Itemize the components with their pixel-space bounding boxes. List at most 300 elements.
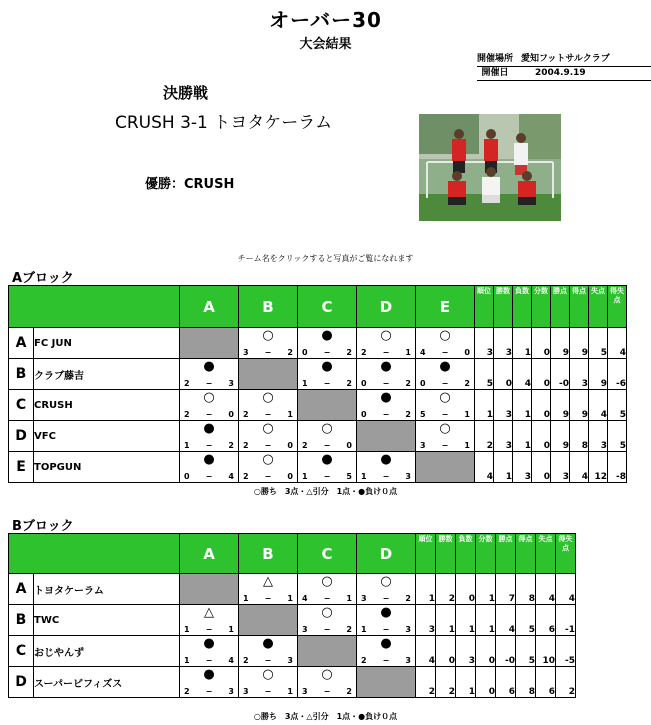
score-left: 3: [302, 625, 308, 634]
result-symbol: ●: [321, 359, 333, 374]
column-header: C: [298, 286, 357, 328]
result-symbol: ○: [321, 421, 333, 436]
score-left: 3: [243, 687, 249, 696]
match-score: [302, 594, 352, 603]
team-name-link[interactable]: CRUSH: [34, 390, 180, 421]
match-score: [361, 472, 411, 481]
score-dash: −: [441, 348, 449, 357]
stat-goals-for: 8: [516, 574, 536, 605]
match-result-cell: [298, 452, 357, 483]
team-row: [9, 636, 576, 667]
final-score: CRUSH 3-1 トヨタケーラム: [115, 113, 333, 133]
diagonal-cell: [180, 328, 239, 359]
stat-goals-against: 9: [589, 359, 608, 390]
match-result-cell: [239, 328, 298, 359]
match-score: [184, 625, 234, 634]
score-dash: −: [323, 379, 331, 388]
column-header: D: [357, 534, 416, 574]
stat-goals-for: 5: [516, 636, 536, 667]
stat-rank: 2: [416, 667, 436, 698]
row-letter: B: [9, 605, 34, 636]
score-right: 0: [464, 348, 470, 357]
stat-goals-against: 6: [536, 605, 556, 636]
score-left: 3: [420, 441, 426, 450]
score-right: 3: [405, 656, 411, 665]
stat-wins: 1: [494, 452, 513, 483]
score-left: 0: [302, 348, 308, 357]
score-dash: −: [323, 594, 331, 603]
venue-row: [477, 52, 651, 67]
stat-wins: 3: [494, 390, 513, 421]
score-right: 1: [346, 594, 352, 603]
score-right: 1: [405, 348, 411, 357]
team-row: [9, 452, 627, 483]
row-letter: B: [9, 359, 34, 390]
stat-rank: 5: [475, 359, 494, 390]
score-left: 1: [184, 441, 190, 450]
score-right: 2: [346, 687, 352, 696]
team-row: [9, 667, 576, 698]
result-symbol: ○: [262, 452, 274, 467]
team-row: [9, 328, 627, 359]
match-result-cell: [357, 636, 416, 667]
stat-header-goals-for: 得点: [516, 534, 536, 574]
score-right: 1: [464, 410, 470, 419]
stat-goals-against: 3: [589, 421, 608, 452]
block-a-legend: ○勝ち 3点・△引分 1点・●負け０点: [253, 487, 398, 496]
score-left: 0: [184, 472, 190, 481]
stat-draws: 0: [532, 390, 551, 421]
click-note: チーム名をクリックすると写真がご覧になれます: [237, 254, 414, 263]
stat-rank: 4: [475, 452, 494, 483]
stat-draws: 1: [476, 574, 496, 605]
match-score: [361, 625, 411, 634]
match-score: [361, 379, 411, 388]
stat-header-wins: 勝数: [494, 286, 513, 328]
score-right: 3: [228, 379, 234, 388]
date-value: 2004.9.19: [535, 68, 586, 78]
match-result-cell: [357, 328, 416, 359]
stat-goals-against: 4: [536, 574, 556, 605]
result-symbol: ●: [203, 359, 215, 374]
match-result-cell: [416, 328, 475, 359]
match-result-cell: [357, 359, 416, 390]
match-score: [420, 441, 470, 450]
stat-draws: 0: [532, 328, 551, 359]
result-symbol: ●: [203, 421, 215, 436]
stat-wins: 3: [494, 421, 513, 452]
score-dash: −: [382, 656, 390, 665]
score-dash: −: [323, 441, 331, 450]
score-right: 5: [346, 472, 352, 481]
column-header: C: [298, 534, 357, 574]
stat-rank: 3: [416, 605, 436, 636]
stat-draws: 0: [532, 452, 551, 483]
match-result-cell: [416, 390, 475, 421]
stat-goals-for: 9: [570, 390, 589, 421]
score-left: 2: [184, 410, 190, 419]
column-header: B: [239, 286, 298, 328]
stat-losses: 1: [513, 421, 532, 452]
result-symbol: ●: [380, 359, 392, 374]
stat-wins: 1: [436, 605, 456, 636]
score-right: 0: [287, 472, 293, 481]
score-right: 2: [405, 410, 411, 419]
row-letter: C: [9, 636, 34, 667]
match-score: [243, 472, 293, 481]
score-left: 1: [243, 594, 249, 603]
diagonal-cell: [239, 605, 298, 636]
match-score: [184, 687, 234, 696]
score-dash: −: [264, 656, 272, 665]
score-left: 4: [302, 594, 308, 603]
stat-goal-diff: -1: [556, 605, 576, 636]
match-score: [361, 410, 411, 419]
stat-goals-for: 9: [570, 328, 589, 359]
score-left: 3: [361, 594, 367, 603]
column-header: A: [180, 286, 239, 328]
result-symbol: ○: [321, 574, 333, 589]
row-letter: D: [9, 667, 34, 698]
score-right: 2: [346, 625, 352, 634]
stat-points: 9: [551, 390, 570, 421]
score-dash: −: [323, 348, 331, 357]
page-title: オーバー30: [269, 8, 382, 32]
stat-header-goals-against: 失点: [589, 286, 608, 328]
score-right: 4: [228, 472, 234, 481]
result-symbol: ○: [262, 328, 274, 343]
stat-header-goals-against: 失点: [536, 534, 556, 574]
match-score: [420, 379, 470, 388]
stat-points: -0: [551, 359, 570, 390]
match-score: [302, 379, 352, 388]
match-score: [184, 410, 234, 419]
team-name-link[interactable]: おじやんず: [34, 636, 180, 667]
score-right: 1: [287, 687, 293, 696]
result-symbol: ●: [262, 636, 274, 651]
stat-header-points: 勝点: [551, 286, 570, 328]
match-result-cell: [298, 605, 357, 636]
match-score: [302, 472, 352, 481]
stat-draws: 0: [532, 359, 551, 390]
score-dash: −: [205, 472, 213, 481]
match-score: [243, 687, 293, 696]
diagonal-cell: [357, 667, 416, 698]
stat-draws: 0: [476, 636, 496, 667]
match-score: [184, 656, 234, 665]
match-score: [361, 348, 411, 357]
score-dash: −: [382, 410, 390, 419]
score-dash: −: [441, 410, 449, 419]
block-a-header-row: [9, 286, 627, 328]
score-right: 1: [287, 594, 293, 603]
score-left: 1: [361, 472, 367, 481]
stat-points: 7: [496, 574, 516, 605]
match-result-cell: [180, 421, 239, 452]
result-symbol: ○: [380, 574, 392, 589]
score-dash: −: [323, 625, 331, 634]
score-left: 2: [243, 656, 249, 665]
match-result-cell: [357, 452, 416, 483]
score-left: 3: [243, 348, 249, 357]
diagonal-cell: [180, 574, 239, 605]
match-result-cell: [180, 390, 239, 421]
stat-losses: 1: [456, 667, 476, 698]
stat-wins: 3: [494, 328, 513, 359]
team-name-link[interactable]: TOPGUN: [34, 452, 180, 483]
stat-goals-against: 6: [536, 667, 556, 698]
match-result-cell: [357, 574, 416, 605]
score-dash: −: [382, 379, 390, 388]
match-score: [243, 441, 293, 450]
stat-goal-diff: 4: [556, 574, 576, 605]
score-right: 2: [228, 441, 234, 450]
team-name-link[interactable]: FC JUN: [34, 328, 180, 359]
match-result-cell: [180, 667, 239, 698]
stat-rank: 1: [475, 390, 494, 421]
score-left: 2: [243, 410, 249, 419]
stat-goals-against: 5: [589, 328, 608, 359]
score-dash: −: [205, 687, 213, 696]
match-score: [184, 379, 234, 388]
match-result-cell: [416, 359, 475, 390]
stat-rank: 4: [416, 636, 436, 667]
team-name-link[interactable]: スーパービフィズス: [34, 667, 180, 698]
stat-points: -0: [496, 636, 516, 667]
stat-wins: 0: [436, 636, 456, 667]
result-symbol: ●: [380, 605, 392, 620]
stat-goal-diff: -6: [608, 359, 627, 390]
score-left: 3: [302, 687, 308, 696]
match-result-cell: [239, 574, 298, 605]
score-dash: −: [205, 410, 213, 419]
stat-goal-diff: -5: [556, 636, 576, 667]
score-right: 2: [405, 594, 411, 603]
match-score: [243, 594, 293, 603]
score-dash: −: [205, 379, 213, 388]
score-dash: −: [441, 379, 449, 388]
team-name-link[interactable]: クラブ藤吉: [34, 359, 180, 390]
score-left: 2: [184, 687, 190, 696]
date-row: [477, 66, 651, 81]
result-symbol: ●: [380, 636, 392, 651]
match-result-cell: [239, 390, 298, 421]
score-dash: −: [264, 348, 272, 357]
header-corner: [9, 286, 180, 328]
match-result-cell: [357, 390, 416, 421]
stat-header-wins: 勝数: [436, 534, 456, 574]
score-left: 2: [361, 348, 367, 357]
match-result-cell: [298, 574, 357, 605]
score-dash: −: [382, 625, 390, 634]
stat-header-losses: 負数: [513, 286, 532, 328]
stat-goals-for: 3: [570, 359, 589, 390]
score-left: 2: [302, 441, 308, 450]
stat-goals-against: 12: [589, 452, 608, 483]
diagonal-cell: [298, 390, 357, 421]
stat-goals-against: 10: [536, 636, 556, 667]
match-result-cell: [298, 421, 357, 452]
match-score: [184, 441, 234, 450]
score-left: 4: [420, 348, 426, 357]
result-symbol: ○: [439, 328, 451, 343]
score-right: 4: [228, 656, 234, 665]
score-dash: −: [205, 656, 213, 665]
score-right: 0: [287, 441, 293, 450]
row-letter: A: [9, 328, 34, 359]
match-score: [420, 348, 470, 357]
score-left: 1: [184, 625, 190, 634]
column-header: B: [239, 534, 298, 574]
stat-points: 4: [496, 605, 516, 636]
score-dash: −: [323, 687, 331, 696]
score-dash: −: [264, 472, 272, 481]
venue-value: 愛知フットサルクラブ: [521, 54, 610, 64]
block-a-title: Aブロック: [12, 271, 74, 286]
stat-goals-for: 8: [570, 421, 589, 452]
score-left: 1: [302, 379, 308, 388]
score-left: 2: [243, 441, 249, 450]
diagonal-cell: [357, 421, 416, 452]
result-symbol: △: [263, 574, 273, 589]
header-corner: [9, 534, 180, 574]
stat-header-goal-diff: 得失点: [556, 534, 576, 574]
match-score: [420, 410, 470, 419]
stat-wins: 0: [494, 359, 513, 390]
score-left: 1: [184, 656, 190, 665]
block-b-header-row: [9, 534, 576, 574]
match-result-cell: [416, 421, 475, 452]
stat-draws: 0: [476, 667, 496, 698]
score-left: 1: [302, 472, 308, 481]
page-subtitle: 大会結果: [299, 37, 352, 52]
date-label: 開催日: [481, 68, 509, 78]
result-symbol: ●: [203, 452, 215, 467]
score-right: 2: [464, 379, 470, 388]
match-result-cell: [180, 452, 239, 483]
match-result-cell: [298, 328, 357, 359]
score-dash: −: [382, 594, 390, 603]
result-symbol: △: [204, 605, 214, 620]
diagonal-cell: [298, 636, 357, 667]
match-score: [361, 594, 411, 603]
match-score: [243, 410, 293, 419]
result-symbol: ○: [262, 390, 274, 405]
diagonal-cell: [239, 359, 298, 390]
result-symbol: ○: [439, 390, 451, 405]
stat-header-losses: 負数: [456, 534, 476, 574]
match-result-cell: [180, 605, 239, 636]
match-score: [302, 687, 352, 696]
match-score: [302, 625, 352, 634]
team-name-link[interactable]: TWC: [34, 605, 180, 636]
stat-wins: 2: [436, 667, 456, 698]
match-result-cell: [239, 452, 298, 483]
stat-losses: 3: [513, 452, 532, 483]
venue-label: 開催場所: [477, 54, 514, 64]
team-row: [9, 421, 627, 452]
stat-header-rank: 順位: [416, 534, 436, 574]
score-right: 2: [346, 379, 352, 388]
stat-header-points: 勝点: [496, 534, 516, 574]
team-name-link[interactable]: VFC: [34, 421, 180, 452]
score-right: 1: [464, 441, 470, 450]
winner-text: 優勝：CRUSH: [145, 177, 235, 192]
match-result-cell: [180, 359, 239, 390]
stat-losses: 1: [456, 605, 476, 636]
score-dash: −: [205, 441, 213, 450]
stat-header-goal-diff: 得失点: [608, 286, 627, 328]
team-row: [9, 605, 576, 636]
score-right: 1: [228, 625, 234, 634]
stat-draws: 1: [476, 605, 496, 636]
result-symbol: ○: [262, 421, 274, 436]
row-letter: D: [9, 421, 34, 452]
match-result-cell: [298, 667, 357, 698]
score-left: 2: [243, 472, 249, 481]
result-symbol: ○: [380, 328, 392, 343]
stat-rank: 1: [416, 574, 436, 605]
stat-points: 9: [551, 328, 570, 359]
result-symbol: ●: [439, 359, 451, 374]
stat-losses: 1: [513, 390, 532, 421]
stat-goals-for: 4: [570, 452, 589, 483]
column-header: A: [180, 534, 239, 574]
stat-wins: 2: [436, 574, 456, 605]
score-left: 0: [420, 379, 426, 388]
row-letter: A: [9, 574, 34, 605]
block-b-title: Bブロック: [12, 519, 74, 534]
score-dash: −: [382, 348, 390, 357]
score-left: 2: [361, 656, 367, 665]
stat-goals-for: 5: [516, 605, 536, 636]
stat-losses: 0: [456, 574, 476, 605]
row-letter: E: [9, 452, 34, 483]
result-symbol: ○: [439, 421, 451, 436]
score-dash: −: [323, 472, 331, 481]
match-score: [184, 472, 234, 481]
result-symbol: ●: [203, 636, 215, 651]
result-symbol: ○: [321, 605, 333, 620]
team-row: [9, 390, 627, 421]
team-row: [9, 574, 576, 605]
match-result-cell: [180, 636, 239, 667]
stat-goal-diff: 4: [608, 328, 627, 359]
score-right: 3: [405, 625, 411, 634]
match-score: [302, 441, 352, 450]
stat-header-goals-for: 得点: [570, 286, 589, 328]
row-letter: C: [9, 390, 34, 421]
match-result-cell: [239, 421, 298, 452]
block-b-legend: ○勝ち 3点・△引分 1点・●負け０点: [253, 712, 398, 721]
stat-points: 9: [551, 421, 570, 452]
result-symbol: ●: [380, 452, 392, 467]
score-left: 0: [361, 379, 367, 388]
result-symbol: ○: [321, 667, 333, 682]
stat-goals-against: 4: [589, 390, 608, 421]
score-dash: −: [264, 594, 272, 603]
team-name-link[interactable]: トヨタケーラム: [34, 574, 180, 605]
score-left: 0: [361, 410, 367, 419]
stat-goal-diff: 5: [608, 390, 627, 421]
score-dash: −: [264, 441, 272, 450]
stat-rank: 3: [475, 328, 494, 359]
stat-goal-diff: -8: [608, 452, 627, 483]
score-right: 2: [405, 379, 411, 388]
column-header: E: [416, 286, 475, 328]
final-heading: 決勝戦: [163, 84, 209, 102]
stat-points: 3: [551, 452, 570, 483]
